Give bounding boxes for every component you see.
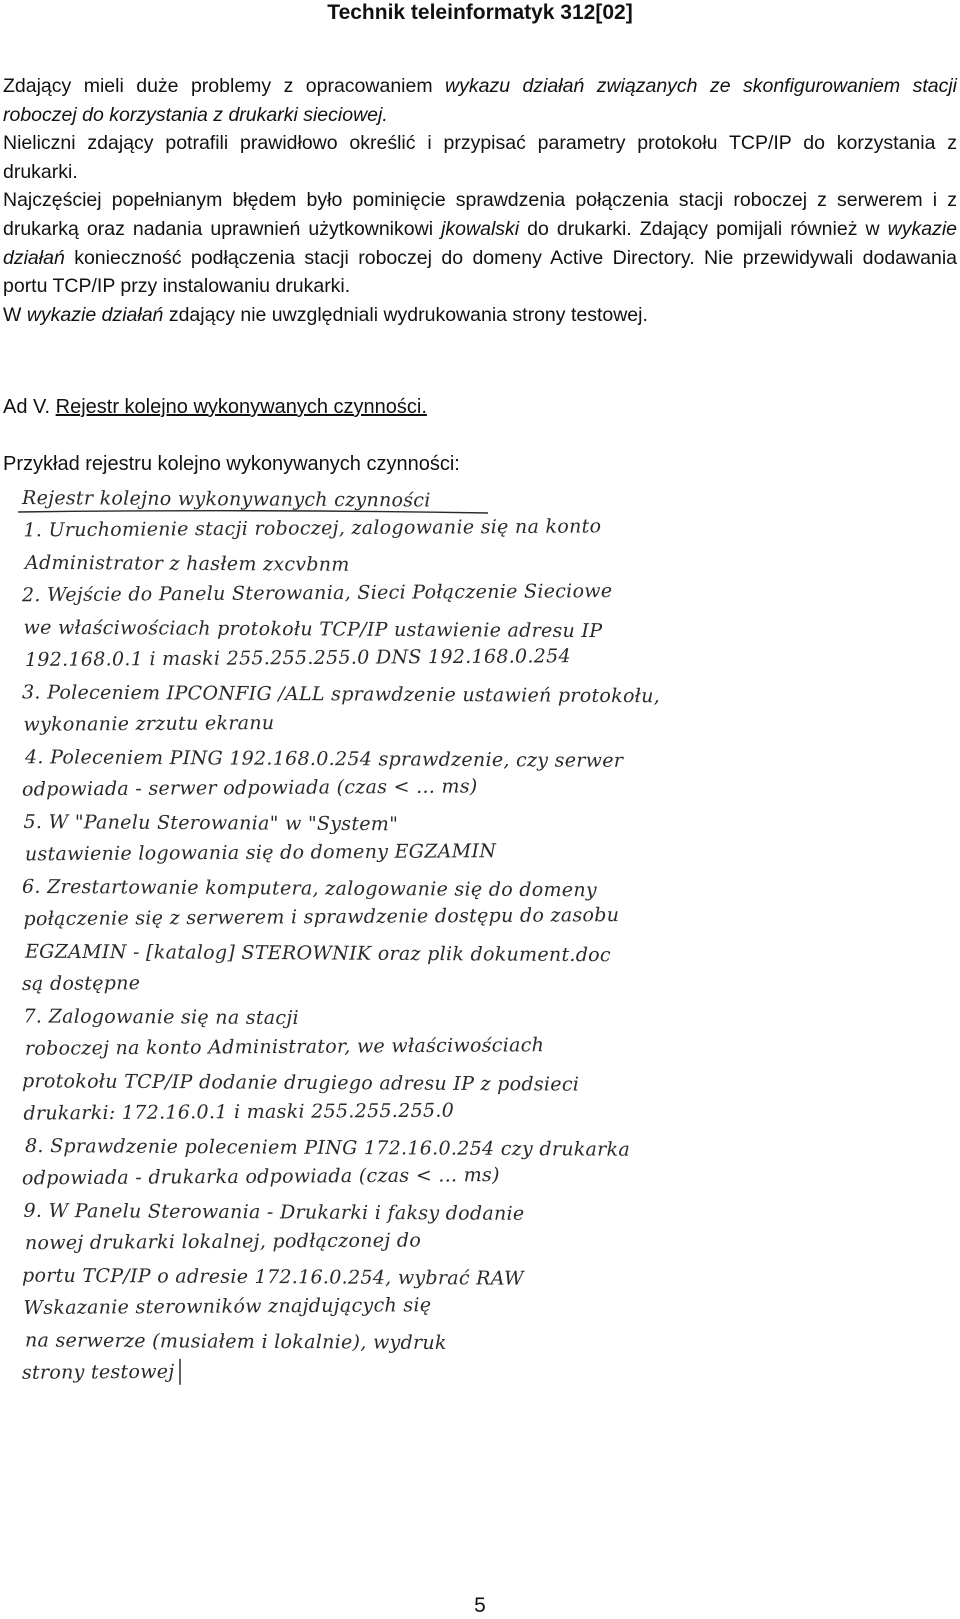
- paragraph-3: [3, 186, 957, 300]
- handwritten-line: na serwerze (musiałem i lokalnie), wydruk: [24, 1329, 447, 1354]
- section-prefix: Ad V.: [3, 396, 56, 418]
- handwritten-line: 3. Poleceniem IPCONFIG /ALL sprawdzenie ustawień protokołu,: [21, 681, 661, 708]
- handwritten-line: 192.168.0.1 i maski 255.255.255.0 DNS 192.168.0.254: [24, 645, 571, 671]
- handwritten-line: 9. W Panelu Sterowania - Drukarki i faksy dodanie: [23, 1199, 525, 1225]
- paragraph-1-text: Zdający mieli duże problemy z opracowaniem: [3, 75, 446, 97]
- handwritten-line: odpowiada - drukarka odpowiada (czas < ... ms): [21, 1164, 500, 1190]
- paragraph-4-text-a: W: [3, 303, 27, 326]
- paragraph-3-text-c: do drukarki. Zdający pomijali również w: [519, 217, 888, 240]
- handwritten-line: odpowiada - serwer odpowiada (czas < ... ms): [21, 775, 478, 801]
- paragraph-3-text-e: konieczność podłączenia stacji roboczej do domeny Active Directory. Nie przewidywali dodawania portu TCP/IP przy instalowaniu drukarki.: [3, 246, 957, 298]
- handwritten-line: 5. W "Panelu Sterowania" w "System": [23, 811, 399, 836]
- handwritten-line: strony testowej: [21, 1360, 175, 1384]
- handwritten-line: drukarki: 172.16.0.1 i maski 255.255.255.0: [23, 1099, 455, 1125]
- handwritten-line: roboczej na konto Administrator, we właściwościach: [24, 1034, 545, 1060]
- handwritten-line: protokołu TCP/IP dodanie drugiego adresu IP z podsieci: [21, 1070, 580, 1096]
- example-label: Przykład rejestru kolejno wykonywanych czynności:: [3, 453, 460, 475]
- handwritten-line: 6. Zrestartowanie komputera, zalogowanie się do domeny: [21, 875, 598, 902]
- handwritten-line: ustawienie logowania się do domeny EGZAMIN: [24, 840, 497, 866]
- paragraph-2: Nieliczni zdający potrafili prawidłowo określić i przypisać parametry protokołu TCP/IP do korzystania z drukarki.: [3, 132, 957, 183]
- handwritten-register-image: [8, 480, 668, 1410]
- handwritten-line: 8. Sprawdzenie poleceniem PING 172.16.0.254 czy drukarka: [24, 1135, 631, 1161]
- handwritten-line: Administrator z hasłem zxcvbnm: [24, 551, 350, 576]
- handwritten-line: 4. Poleceniem PING 192.168.0.254 sprawdzenie, czy serwer: [24, 746, 624, 772]
- paragraph-4-text-c: zdający nie uwzględniali wydrukowania strony testowej.: [163, 303, 648, 326]
- handwritten-line: 2. Wejście do Panelu Sterowania, Sieci Połączenie Sieciowe: [21, 580, 613, 607]
- handwritten-line: są dostępne: [21, 972, 141, 995]
- paragraph-4: [3, 301, 957, 330]
- paragraph-3-text-a: Najczęściej popełnianym błędem było pominięcie sprawdzenia połączenia stacji roboczej z serwerem i z drukarką oraz nadania uprawnień użytkownikowi: [3, 189, 957, 240]
- page-title: Technik teleinformatyk 312[02]: [327, 1, 633, 24]
- handwritten-line: EGZAMIN - [katalog] STEROWNIK oraz plik dokument.doc: [24, 940, 611, 967]
- section-heading: [3, 393, 427, 421]
- paragraph-3-emphasis: wykazie działań: [3, 217, 957, 269]
- handwritten-line: Wskazanie sterowników znajdujących się: [23, 1294, 432, 1319]
- paragraph-1: [3, 72, 957, 129]
- paragraph-1-emphasis: wykazu działań związanych ze skonfigurowaniem stacji roboczej do korzystania z drukarki sieciowej.: [3, 75, 958, 126]
- handwritten-line: portu TCP/IP o adresie 172.16.0.254, wybrać RAW: [21, 1264, 524, 1290]
- handwritten-line: nowej drukarki lokalnej, podłączonej do: [24, 1229, 422, 1255]
- handwritten-line: 7. Zalogowanie się na stacji: [23, 1005, 300, 1030]
- paragraph-4-emphasis: wykazie działań: [26, 303, 164, 326]
- handwritten-line: we właściwościach protokołu TCP/IP ustawienie adresu IP: [23, 616, 603, 643]
- paragraph-3-username: jkowalski: [441, 217, 520, 240]
- handwritten-line: Rejestr kolejno wykonywanych czynności: [21, 487, 431, 512]
- handwritten-line: 1. Uruchomienie stacji roboczej, zalogowanie się na konto: [23, 515, 602, 542]
- handwritten-line: wykonanie zrzutu ekranu: [23, 712, 275, 736]
- handwritten-register-svg: [8, 480, 668, 1410]
- handwritten-line: połączenie się z serwerem i sprawdzenie dostępu do zasobu: [23, 904, 620, 931]
- body-text: [3, 72, 957, 329]
- section-title: Rejestr kolejno wykonywanych czynności.: [55, 396, 427, 418]
- page-number: 5: [474, 1594, 486, 1617]
